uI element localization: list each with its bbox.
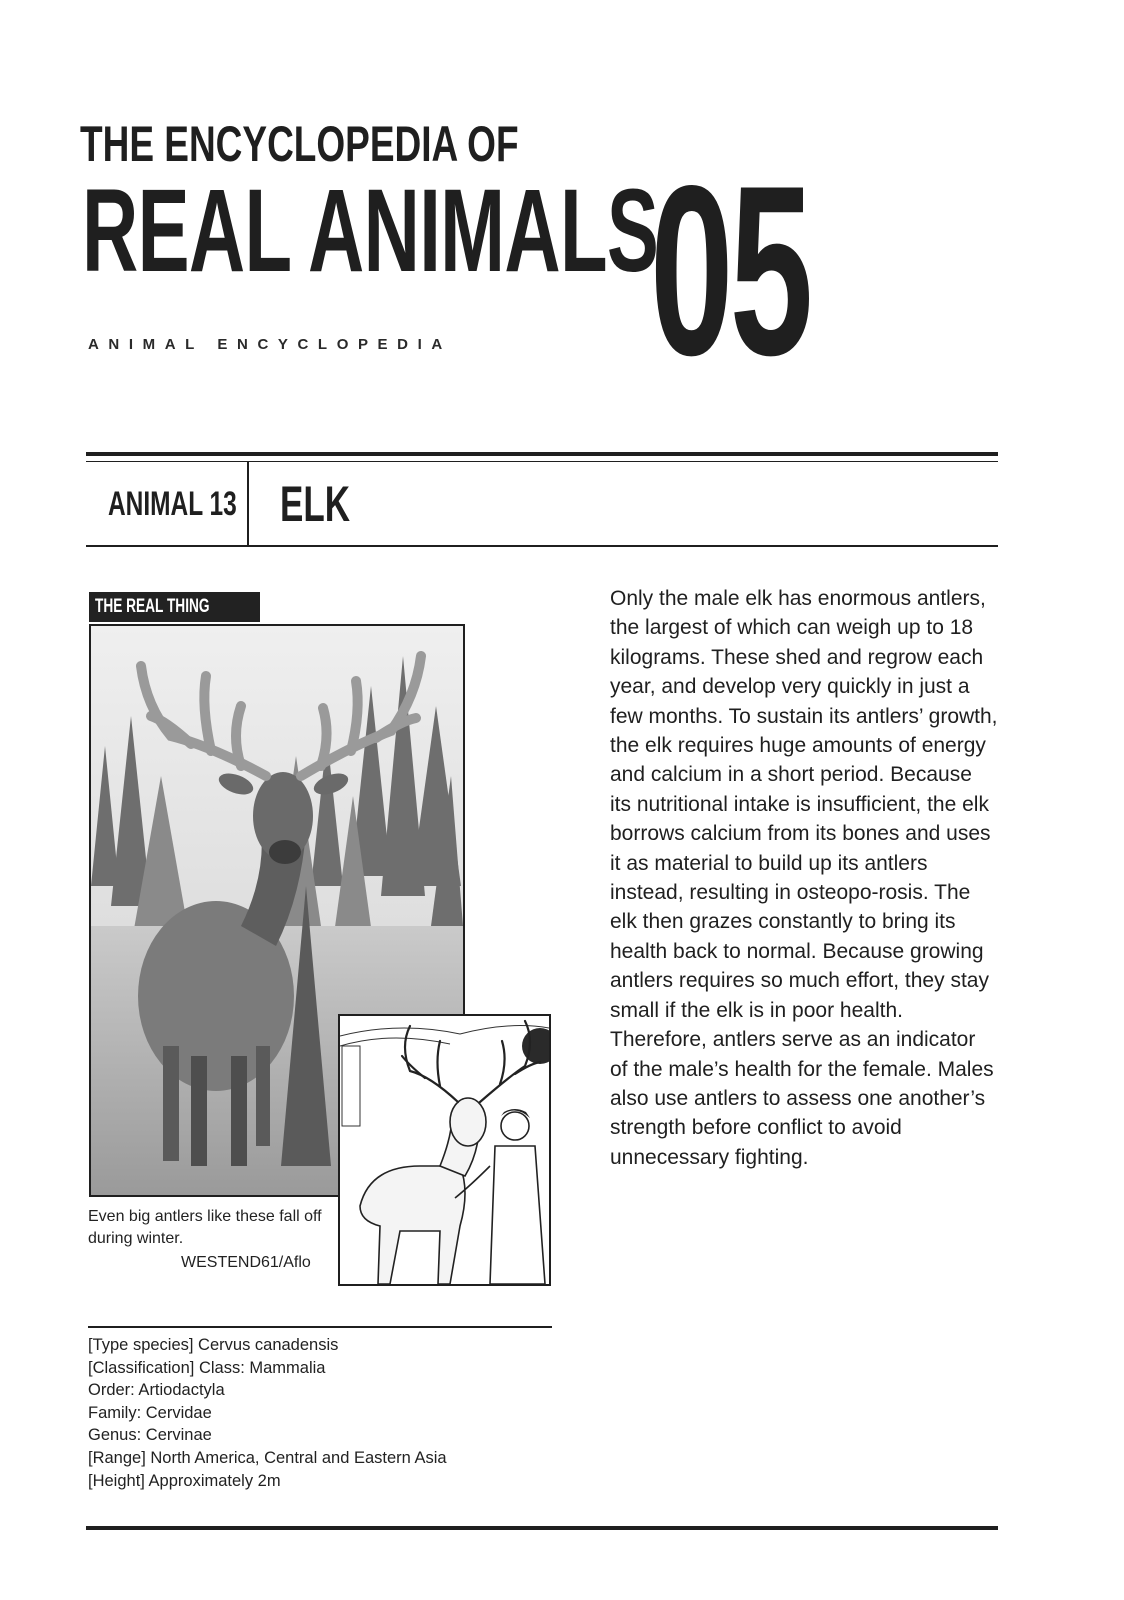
bottom-rule [86,1526,998,1530]
fact-item: [Height] Approximately 2m [88,1471,281,1490]
series-title-large: REAL ANIMALS [82,165,659,297]
fact-item: [Range] North America, Central and Eastern Asia [88,1448,447,1467]
photo-credit: WESTEND61/Aflo [181,1254,311,1271]
animal-name: ELK [280,476,350,532]
volume-number: 05 [650,136,810,406]
real-thing-tag [89,592,260,622]
real-thing-tag-label: THE REAL THING [95,596,210,617]
animal-number: ANIMAL 13 [108,485,237,523]
article-body: Only the male elk has enormous antlers, the largest of which can weigh up to 18 kilograms. These shed and regrow each year, and develop very quickly in just a few months. To sustain its antlers’ growth, the elk requires huge amounts of energy and calcium in a short period. Because its nutritional intake is insufficient, the elk borrows calcium from its bones and uses it as material to build up its antlers instead, resulting in osteopo-rosis. The elk then grazes constantly to bring its health back to normal. Because growing antlers requires so much effort, they stay small if the elk is in poor health. Therefore, antlers serve as an indicator of the male’s health for the female. Males also use antlers to assess one another’s strength before conflict to avoid unnecessary fighting. [610,587,998,1169]
fact-item: [Classification] Class: Mammalia [88,1358,326,1377]
header-rule-bottom [86,545,998,547]
facts-rule [88,1326,552,1328]
series-title: THE ENCYCLOPEDIA OF [80,116,519,172]
fact-item: Order: Artiodactyla [88,1381,225,1400]
photo-caption: Even big antlers like these fall off during winter. [88,1208,322,1247]
fact-item: Family: Cervidae [88,1403,212,1422]
manga-elk-illustration [340,1016,549,1284]
fact-item: [Type species] Cervus canadensis [88,1336,339,1354]
header-divider [247,462,249,546]
header-rule-thin [86,461,998,462]
manga-panel [338,1014,551,1286]
series-subtitle: ANIMAL ENCYCLOPEDIA [88,336,452,353]
header-rule-thick [86,452,998,456]
facts-list [88,1334,468,1492]
fact-item: Genus: Cervinae [88,1426,212,1445]
